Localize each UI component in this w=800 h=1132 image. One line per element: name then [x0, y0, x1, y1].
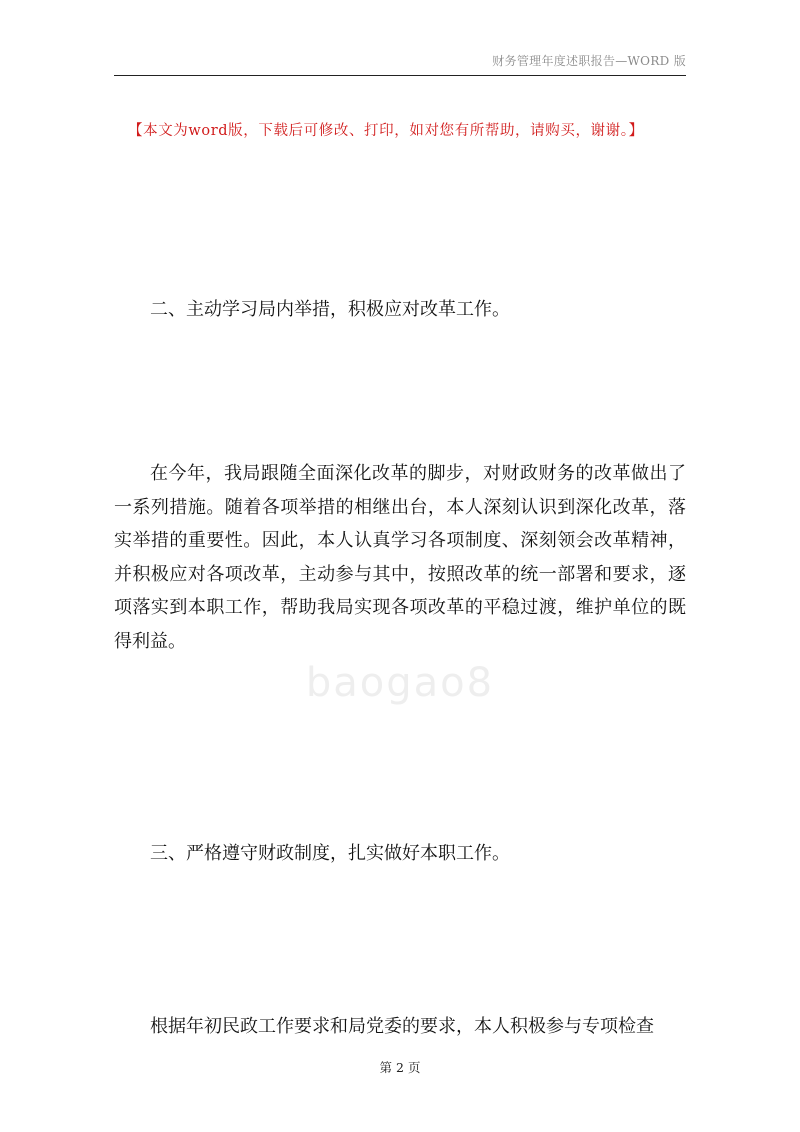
section-heading-3: 三、严格遵守财政制度，扎实做好本职工作。: [150, 843, 510, 864]
section-heading-2: 二、主动学习局内举措，积极应对改革工作。: [150, 299, 510, 320]
page-number: 第 2 页: [379, 1060, 421, 1075]
header-divider: [114, 75, 686, 76]
watermark: baogao8: [305, 660, 495, 706]
download-notice: 【本文为word版，下载后可修改、打印，如对您有所帮助，请购买，谢谢。】: [128, 123, 644, 139]
section-paragraph-3: 根据年初民政工作要求和局党委的要求，本人积极参与专项检查: [150, 1016, 654, 1037]
page-header-title: 财务管理年度述职报告—WORD 版: [492, 54, 686, 68]
section-paragraph-2: 在今年，我局跟随全面深化改革的脚步，对财政财务的改革做出了一系列措施。随着各项举措的相继出台，本人深刻认识到深化改革，落实举措的重要性。因此，本人认真学习各项制度、深刻领会改革精神，并积极应对各项改革，主动参与其中，按照改革的统一部署和要求，逐项落实到本职工作，帮助我局实现各项改革的平稳过渡，维护单位的既得利益。: [114, 463, 686, 652]
